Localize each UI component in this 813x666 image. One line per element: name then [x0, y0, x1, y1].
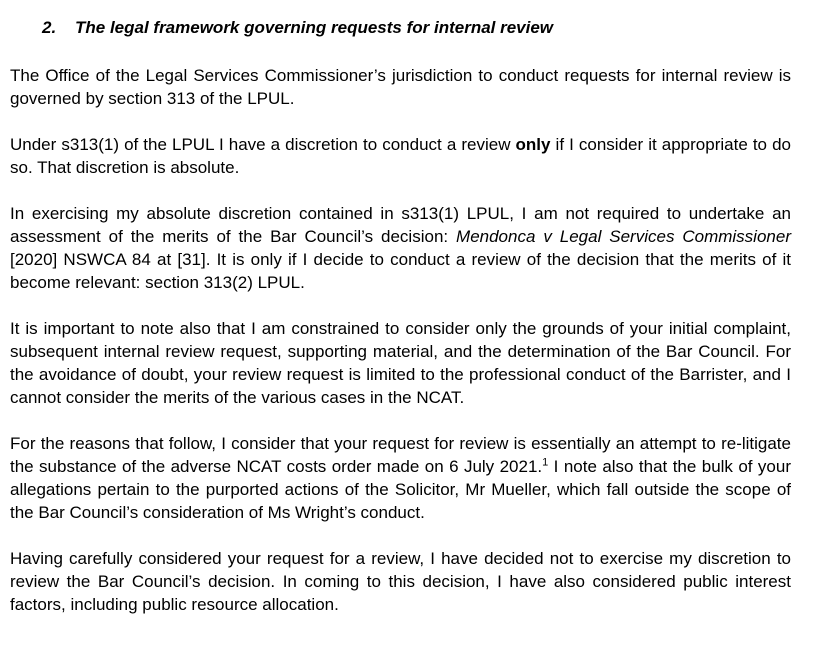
paragraph-merits: [10, 202, 791, 294]
paragraph-discretion-text-post: if I consider it appropriate to do so. That discretion is absolute.: [10, 135, 791, 177]
paragraph-discretion: [10, 133, 791, 179]
paragraph-merits-text-pre: In exercising my absolute discretion contained in s313(1) LPUL, I am not required to undertake an assessment of the merits of the Bar Council’s decision:: [10, 204, 791, 246]
paragraph-reasons-text-pre: For the reasons that follow, I consider that your request for review is essentially an attempt to re-litigate the substance of the adverse NCAT costs order made on 6 July 2021.: [10, 434, 791, 476]
paragraph-constraints: [10, 317, 791, 409]
paragraph-reasons: [10, 432, 791, 524]
paragraph-jurisdiction: [10, 64, 791, 110]
footnote-reference: 1: [542, 456, 549, 469]
section-heading: [42, 16, 791, 39]
paragraph-constraints-text: It is important to note also that I am constrained to consider only the grounds of your initial complaint, subsequent internal review request, supporting material, and the determination of the Bar Council. For the avoidance of doubt, your review request is limited to the professional conduct of the Barrister, and I cannot consider the merits of the various cases in the NCAT.: [10, 319, 791, 407]
paragraph-merits-text-post: [2020] NSWCA 84 at [31]. It is only if I decide to conduct a review of the decision that the merits of it become relevant: section 313(2) LPUL.: [10, 250, 791, 292]
paragraph-jurisdiction-text: The Office of the Legal Services Commissioner’s jurisdiction to conduct requests for internal review is governed by section 313 of the LPUL.: [10, 66, 791, 108]
paragraph-reasons-text-post: I note also that the bulk of your allegations pertain to the purported actions of the Solicitor, Mr Mueller, which fall outside the scope of the Bar Council’s consideration of Ms Wright’s conduct.: [10, 457, 791, 522]
case-citation: Mendonca v Legal Services Commissioner: [456, 227, 791, 246]
paragraph-discretion-text-pre: Under s313(1) of the LPUL I have a discretion to conduct a review: [10, 135, 516, 154]
section-heading-text: The legal framework governing requests for internal review: [75, 18, 554, 37]
section-heading-number: 2.: [42, 18, 57, 37]
bold-emphasis-only: only: [515, 135, 551, 154]
paragraph-decision-text: Having carefully considered your request for a review, I have decided not to exercise my discretion to review the Bar Council’s decision. In coming to this decision, I have also considered public interest factors, including public resource allocation.: [10, 549, 791, 614]
paragraph-decision: [10, 547, 791, 616]
